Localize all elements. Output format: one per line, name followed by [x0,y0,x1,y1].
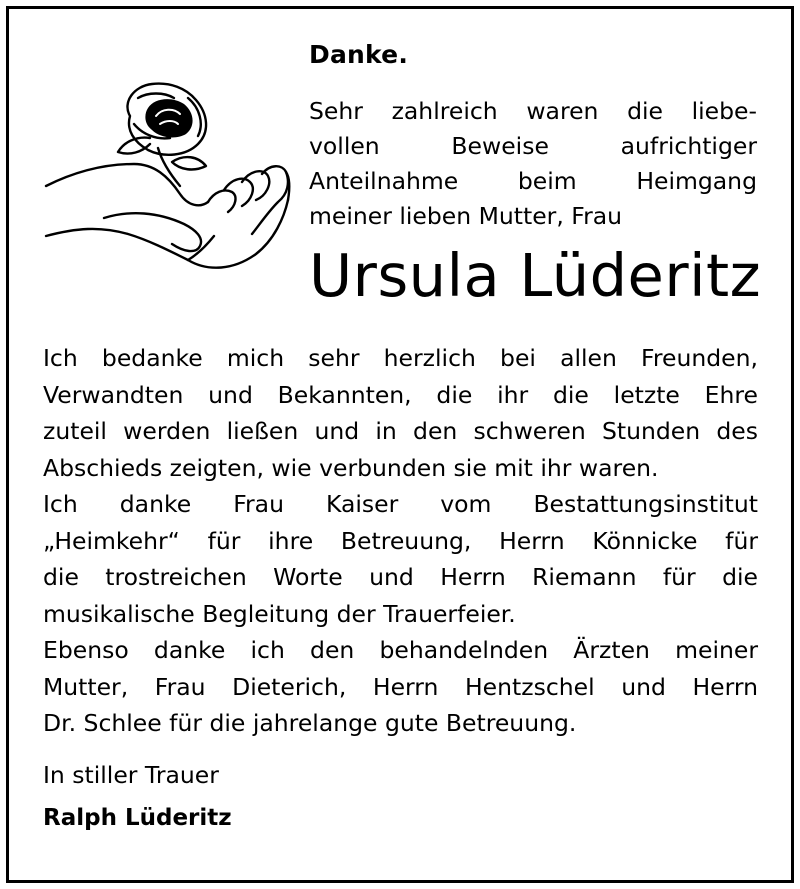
body-line: Ich bedanke mich sehr herzlich bei allen Freunden, [43,344,758,372]
intro-line: vollen Beweise aufrichtiger [309,132,757,160]
body-paragraph-1 [43,340,758,486]
body-line: Abschieds zeigten, wie verbunden sie mit ihr waren. [43,453,659,482]
intro-line: Anteilnahme beim Heimgang [309,167,757,195]
body-paragraph-3 [43,632,758,742]
body-line: Dr. Schlee für die jahrelange gute Betreuung. [43,709,577,737]
body-line: zuteil werden ließen und in den schweren Stunden des [43,417,758,445]
body-line: Ich danke Frau Kaiser vom Bestattungsinstitut [43,490,758,518]
closing-phrase: In stiller Trauer [43,761,219,789]
intro-line: meiner lieben Mutter, Frau [309,202,623,230]
body-line: die trostreichen Worte und Herrn Riemann für die [43,563,758,591]
intro-line: Sehr zahlreich waren die liebe- [309,97,757,125]
body-text [43,340,758,742]
body-paragraph-2 [43,486,758,632]
body-line: Mutter, Frau Dieterich, Herrn Hentzschel und Herrn [43,672,758,701]
body-line: Ebenso danke ich den behandelnden Ärzten meiner [43,636,758,664]
deceased-name: Ursula Lüderitz [309,241,762,310]
body-line: Verwandten und Bekannten, die ihr die letzte Ehre [43,380,758,409]
signature-name: Ralph Lüderitz [43,805,232,831]
heading-thanks: Danke. [309,40,409,69]
rose-in-open-hand-icon [38,78,300,296]
intro-text [309,94,757,234]
body-line: musikalische Begleitung der Trauerfeier. [43,599,516,628]
body-line: „Heimkehr“ für ihre Betreuung, Herrn Könnicke für [43,526,758,555]
